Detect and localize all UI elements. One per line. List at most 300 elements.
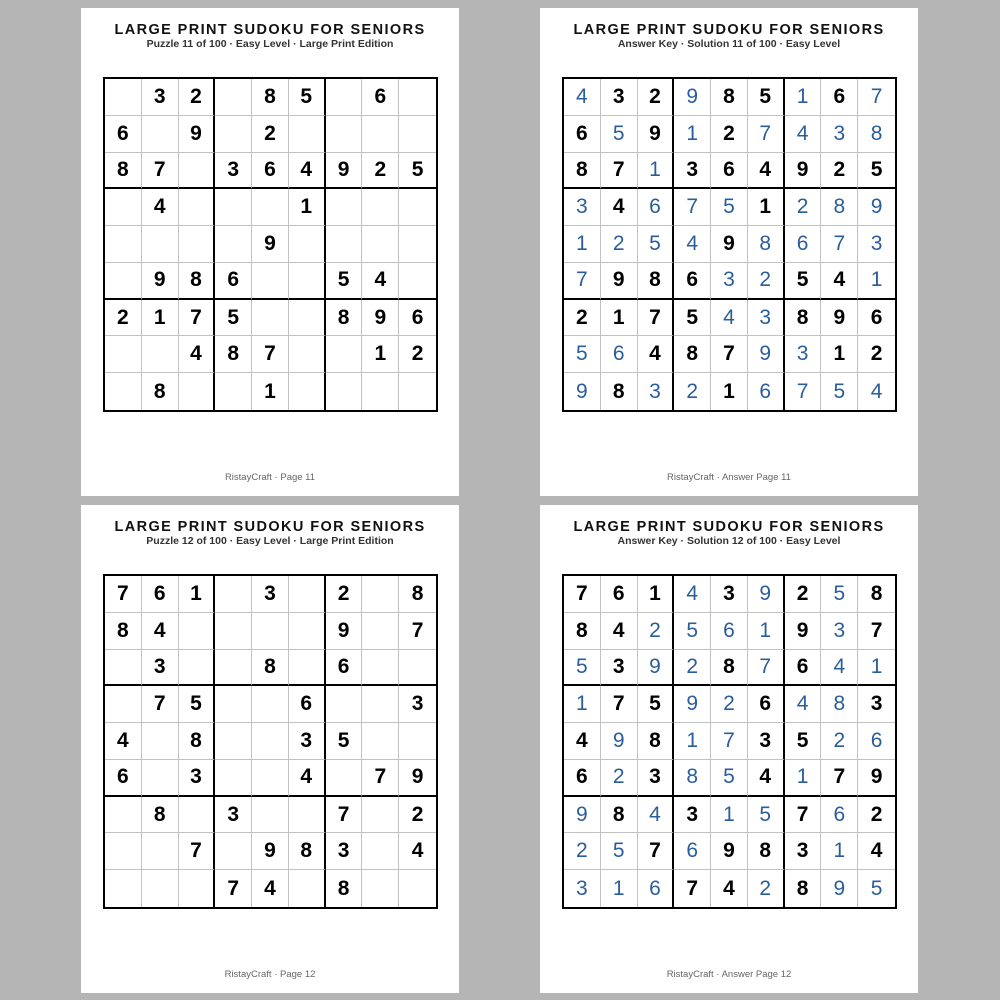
grid-cell: 6 [142,576,179,613]
page-subtitle: Puzzle 11 of 100 · Easy Level · Large Print Edition [146,38,394,50]
grid-cell: 9 [326,613,363,650]
grid-cell: 8 [289,833,326,870]
grid-cell [215,833,252,870]
grid-cell [252,263,289,300]
grid-cell: 4 [711,870,748,907]
grid-cell: 3 [638,373,675,410]
grid-cell: 6 [362,79,399,116]
grid-cell: 3 [564,870,601,907]
grid-cell [215,686,252,723]
grid-cell: 7 [711,723,748,760]
grid-cell: 6 [858,723,895,760]
grid-cell: 7 [179,833,216,870]
grid-cell: 4 [289,153,326,190]
grid-cell: 9 [564,797,601,834]
grid-cell: 2 [399,336,436,373]
grid-cell [399,723,436,760]
grid-cell: 7 [638,833,675,870]
grid-cell [289,797,326,834]
grid-cell: 6 [785,226,822,263]
grid-cell: 7 [748,650,785,687]
page-title: LARGE PRINT SUDOKU FOR SENIORS [114,519,426,535]
grid-cell: 7 [142,153,179,190]
grid-cell: 9 [821,300,858,337]
puzzle-page-11 [81,8,459,496]
grid-cell: 2 [821,153,858,190]
grid-cell: 5 [748,797,785,834]
grid-cell: 7 [564,263,601,300]
grid-cell [326,79,363,116]
grid-cell: 4 [252,870,289,907]
grid-cell: 1 [785,79,822,116]
grid-cell: 9 [179,116,216,153]
grid-cell: 2 [362,153,399,190]
grid-cell: 5 [638,226,675,263]
grid-cell: 8 [564,613,601,650]
grid-cell: 5 [674,300,711,337]
grid-cell: 9 [711,226,748,263]
grid-cell: 3 [215,797,252,834]
grid-cell [362,723,399,760]
grid-cell [326,760,363,797]
grid-cell: 5 [711,189,748,226]
grid-cell: 3 [142,650,179,687]
grid-cell: 3 [601,650,638,687]
grid-cell [215,723,252,760]
grid-cell: 4 [142,189,179,226]
grid-cell: 9 [858,760,895,797]
grid-cell: 6 [711,613,748,650]
grid-cell [326,373,363,410]
puzzle-page-12 [81,505,459,993]
grid-cell: 1 [674,116,711,153]
grid-cell: 2 [674,373,711,410]
page-subtitle: Answer Key · Solution 12 of 100 · Easy Level [617,535,841,547]
answer-page-11 [540,8,918,496]
grid-cell: 1 [858,263,895,300]
grid-cell [362,116,399,153]
page-title: LARGE PRINT SUDOKU FOR SENIORS [114,22,426,38]
grid-cell: 4 [711,300,748,337]
grid-cell: 4 [638,797,675,834]
grid-cell [179,226,216,263]
grid-cell: 6 [105,760,142,797]
grid-cell: 5 [821,373,858,410]
grid-cell: 9 [711,833,748,870]
grid-cell [179,650,216,687]
grid-cell: 6 [215,263,252,300]
grid-cell: 3 [785,336,822,373]
grid-cell: 3 [711,263,748,300]
grid-cell: 4 [785,686,822,723]
grid-cell: 1 [362,336,399,373]
grid-cell: 1 [289,189,326,226]
grid-cell: 4 [601,613,638,650]
grid-cell: 7 [142,686,179,723]
grid-cell [105,833,142,870]
grid-cell: 5 [179,686,216,723]
grid-cell: 4 [179,336,216,373]
grid-cell: 2 [105,300,142,337]
page-footer: RistayCraft · Answer Page 11 [667,472,791,483]
grid-cell: 7 [638,300,675,337]
grid-cell: 8 [711,650,748,687]
grid-cell [215,116,252,153]
grid-cell: 8 [215,336,252,373]
grid-cell: 7 [821,226,858,263]
grid-cell: 4 [399,833,436,870]
grid-cell [362,833,399,870]
grid-cell [105,79,142,116]
grid-cell [362,686,399,723]
grid-cell: 8 [711,79,748,116]
grid-cell: 1 [821,336,858,373]
grid-cell: 3 [785,833,822,870]
grid-cell: 6 [252,153,289,190]
grid-cell: 5 [326,723,363,760]
page-subtitle: Puzzle 12 of 100 · Easy Level · Large Print Edition [146,535,394,547]
grid-cell: 4 [289,760,326,797]
grid-cell: 2 [785,576,822,613]
grid-cell: 8 [142,373,179,410]
grid-cell: 8 [564,153,601,190]
grid-cell [289,300,326,337]
grid-cell: 8 [326,870,363,907]
grid-cell: 8 [326,300,363,337]
grid-cell: 2 [748,263,785,300]
grid-cell [105,650,142,687]
grid-cell: 8 [638,263,675,300]
grid-cell: 5 [858,153,895,190]
grid-cell: 8 [821,189,858,226]
grid-cell [399,116,436,153]
grid-cell: 6 [748,373,785,410]
grid-cell [179,870,216,907]
grid-cell: 2 [711,686,748,723]
grid-cell: 5 [564,650,601,687]
grid-cell: 1 [638,153,675,190]
grid-cell [142,833,179,870]
grid-cell: 3 [399,686,436,723]
grid-cell [326,116,363,153]
grid-cell: 5 [289,79,326,116]
grid-cell [215,613,252,650]
grid-cell: 1 [674,723,711,760]
grid-cell: 3 [638,760,675,797]
grid-cell: 7 [601,686,638,723]
grid-cell [215,79,252,116]
grid-cell: 9 [142,263,179,300]
grid-cell: 4 [564,723,601,760]
grid-cell: 6 [674,833,711,870]
grid-cell: 4 [638,336,675,373]
grid-cell: 1 [748,189,785,226]
grid-cell [399,650,436,687]
grid-cell: 5 [785,723,822,760]
grid-cell: 3 [821,116,858,153]
grid-cell: 9 [638,116,675,153]
grid-cell: 7 [215,870,252,907]
grid-cell [326,189,363,226]
grid-cell: 7 [399,613,436,650]
grid-cell: 8 [399,576,436,613]
grid-cell: 3 [674,153,711,190]
grid-cell [362,797,399,834]
grid-cell [289,650,326,687]
grid-cell: 9 [564,373,601,410]
grid-cell [142,870,179,907]
grid-cell: 1 [858,650,895,687]
grid-cell: 5 [870,876,883,900]
grid-cell: 9 [638,650,675,687]
grid-cell: 9 [785,153,822,190]
grid-cell [179,373,216,410]
grid-cell: 6 [326,650,363,687]
grid-cell: 3 [748,300,785,337]
grid-cell: 7 [785,373,822,410]
grid-cell: 9 [785,613,822,650]
grid-cell [326,686,363,723]
grid-cell: 8 [858,116,895,153]
grid-cell [362,870,399,907]
grid-cell [326,226,363,263]
grid-cell: 7 [564,576,601,613]
grid-cell [399,79,436,116]
grid-cell: 4 [564,79,601,116]
grid-cell: 5 [326,263,363,300]
grid-cell: 4 [821,650,858,687]
grid-cell: 8 [105,153,142,190]
grid-cell [289,263,326,300]
grid-cell: 2 [638,79,675,116]
grid-cell [179,797,216,834]
grid-cell: 6 [858,300,895,337]
grid-cell: 1 [821,833,858,870]
grid-cell: 9 [674,79,711,116]
grid-cell: 2 [564,833,601,870]
grid-cell: 5 [748,79,785,116]
grid-cell [289,613,326,650]
grid-cell: 9 [748,576,785,613]
grid-cell [105,189,142,226]
grid-cell: 2 [858,336,895,373]
grid-cell [362,576,399,613]
grid-cell [362,650,399,687]
page-footer: RistayCraft · Page 11 [224,472,316,483]
page-footer: RistayCraft · Answer Page 12 [666,969,792,980]
grid-cell [105,686,142,723]
grid-cell: 6 [601,576,638,613]
grid-cell: 1 [252,373,289,410]
grid-cell [105,263,142,300]
grid-cell: 2 [638,613,675,650]
grid-cell: 3 [326,833,363,870]
grid-cell [252,797,289,834]
grid-cell: 2 [711,116,748,153]
grid-cell: 1 [785,760,822,797]
grid-cell: 3 [215,153,252,190]
grid-cell: 2 [821,723,858,760]
grid-cell: 3 [748,723,785,760]
sudoku-grid [103,77,438,412]
grid-cell: 5 [785,263,822,300]
grid-cell: 7 [821,760,858,797]
grid-cell: 8 [179,723,216,760]
grid-cell [105,336,142,373]
grid-cell: 8 [858,576,895,613]
grid-cell: 8 [821,686,858,723]
grid-cell: 2 [674,650,711,687]
grid-cell: 8 [142,797,179,834]
grid-cell: 8 [674,760,711,797]
grid-cell [215,373,252,410]
grid-cell [399,870,436,907]
page-title: LARGE PRINT SUDOKU FOR SENIORS [573,22,885,38]
grid-cell [362,226,399,263]
grid-cell: 9 [821,870,858,907]
grid-cell [142,723,179,760]
grid-cell: 6 [785,650,822,687]
grid-cell [215,226,252,263]
grid-cell: 5 [215,300,252,337]
grid-cell: 3 [179,760,216,797]
grid-cell: 7 [858,613,895,650]
grid-cell: 2 [326,576,363,613]
grid-cell: 3 [711,576,748,613]
grid-cell: 8 [785,300,822,337]
grid-cell [326,336,363,373]
grid-cell [142,116,179,153]
grid-cell: 7 [601,153,638,190]
grid-cell: 4 [748,760,785,797]
grid-cell: 6 [638,189,675,226]
grid-cell: 6 [105,116,142,153]
grid-cell: 3 [821,613,858,650]
grid-cell: 3 [674,797,711,834]
grid-cell: 7 [105,576,142,613]
grid-cell: 7 [252,336,289,373]
page-footer: RistayCraft · Page 12 [224,969,316,980]
grid-cell: 2 [601,226,638,263]
grid-cell: 9 [601,723,638,760]
grid-cell: 4 [821,263,858,300]
grid-cell: 1 [564,226,601,263]
grid-cell: 7 [674,870,711,907]
grid-cell [362,373,399,410]
grid-cell: 8 [252,650,289,687]
grid-cell [179,613,216,650]
grid-cell: 4 [142,613,179,650]
grid-cell: 6 [638,870,675,907]
grid-cell: 8 [638,723,675,760]
grid-cell [252,723,289,760]
grid-cell [289,576,326,613]
grid-cell: 1 [711,797,748,834]
grid-cell: 4 [105,723,142,760]
grid-cell [215,576,252,613]
grid-cell: 1 [601,300,638,337]
grid-cell: 9 [252,226,289,263]
grid-cell [399,263,436,300]
grid-cell: 9 [399,760,436,797]
grid-cell: 6 [711,153,748,190]
answer-page-12 [540,505,918,993]
grid-cell [399,189,436,226]
grid-cell: 7 [362,760,399,797]
grid-cell: 1 [179,576,216,613]
grid-cell: 7 [711,336,748,373]
page-subtitle: Answer Key · Solution 11 of 100 · Easy Level [617,38,841,50]
grid-cell: 9 [748,336,785,373]
grid-cell [399,226,436,263]
grid-cell: 6 [821,797,858,834]
grid-cell: 5 [399,153,436,190]
grid-cell [215,189,252,226]
grid-cell: 2 [785,189,822,226]
grid-cell: 7 [674,189,711,226]
grid-cell: 2 [601,760,638,797]
grid-cell: 5 [601,116,638,153]
grid-cell [399,373,436,410]
grid-cell [252,686,289,723]
grid-cell: 8 [179,263,216,300]
grid-cell: 2 [748,870,785,907]
grid-cell: 5 [601,833,638,870]
grid-cell: 1 [564,686,601,723]
grid-cell: 3 [601,79,638,116]
grid-cell: 2 [564,300,601,337]
grid-cell [142,760,179,797]
grid-cell [252,760,289,797]
grid-cell: 8 [252,79,289,116]
grid-cell: 1 [142,300,179,337]
grid-cell: 9 [674,686,711,723]
grid-cell: 9 [858,189,895,226]
grid-cell: 4 [601,189,638,226]
grid-cell [142,336,179,373]
grid-cell: 2 [252,116,289,153]
grid-cell: 8 [105,613,142,650]
solution-grid [562,77,897,412]
grid-cell: 8 [748,833,785,870]
grid-cell [179,153,216,190]
grid-cell [105,226,142,263]
grid-cell: 8 [674,336,711,373]
grid-cell: 1 [601,870,638,907]
grid-cell: 6 [674,263,711,300]
grid-cell: 7 [785,797,822,834]
grid-cell [252,189,289,226]
grid-cell: 6 [564,116,601,153]
grid-cell: 9 [362,300,399,337]
grid-cell: 3 [858,686,895,723]
grid-cell: 5 [564,336,601,373]
grid-cell: 2 [179,79,216,116]
grid-cell [105,373,142,410]
grid-cell: 4 [748,153,785,190]
grid-cell [289,336,326,373]
grid-cell: 9 [252,833,289,870]
grid-cell [289,116,326,153]
grid-cell [252,300,289,337]
grid-cell [215,650,252,687]
grid-cell [252,613,289,650]
grid-cell [105,797,142,834]
grid-cell: 4 [785,116,822,153]
grid-cell: 7 [748,116,785,153]
grid-cell [215,760,252,797]
grid-cell [142,226,179,263]
